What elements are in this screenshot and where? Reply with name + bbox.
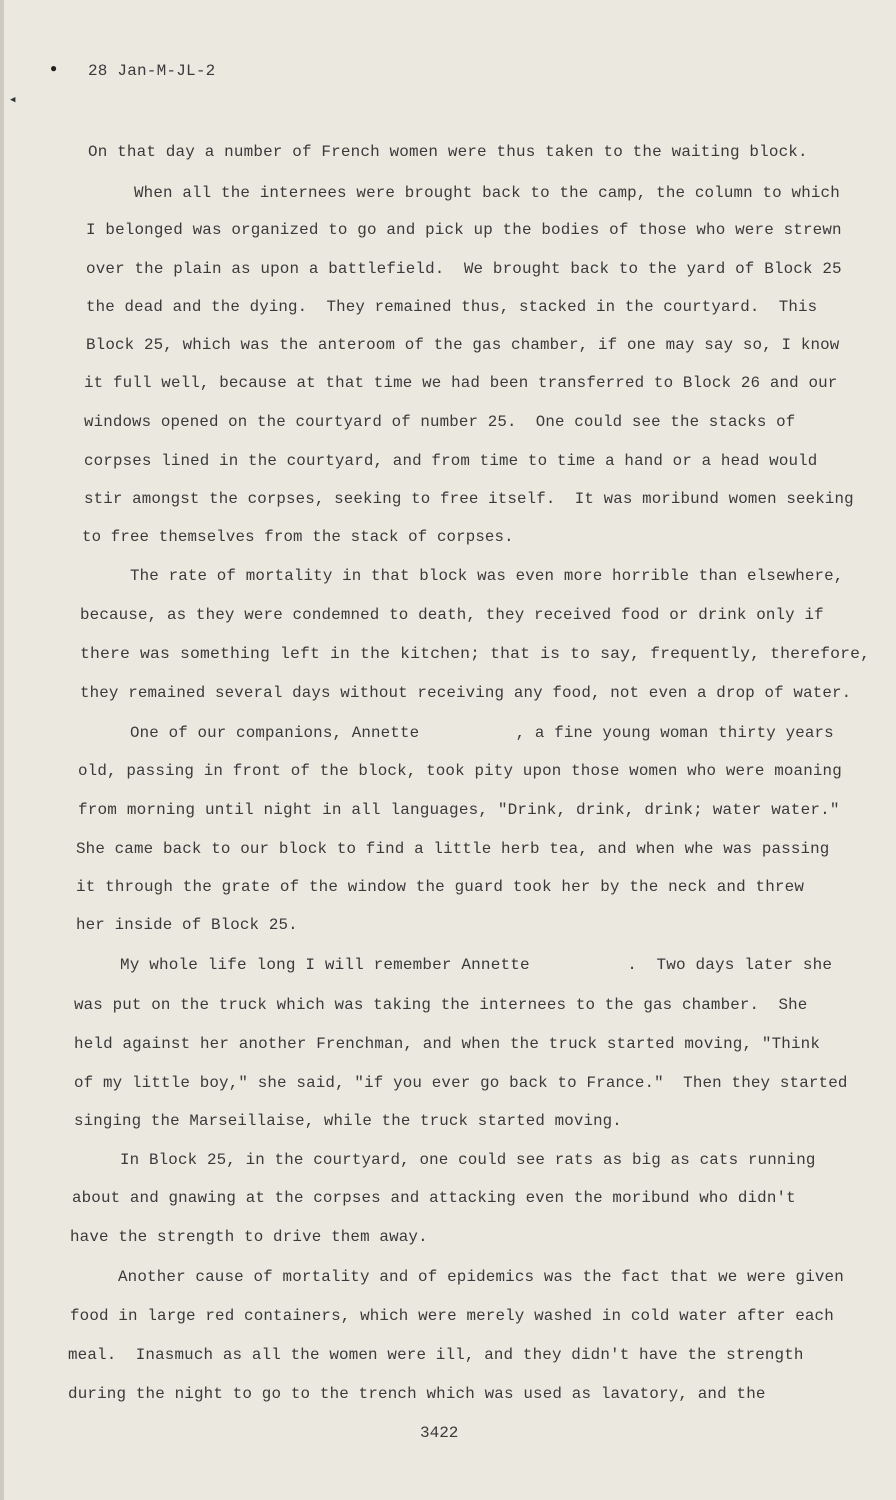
text-line: meal. Inasmuch as all the women were ill, and they didn't have the strength bbox=[68, 1346, 804, 1364]
text-line: One of our companions, Annette , a fine young woman thirty years bbox=[130, 724, 834, 742]
text-line: was put on the truck which was taking the internees to the gas chamber. She bbox=[74, 996, 808, 1014]
text-line: The rate of mortality in that block was even more horrible than elsewhere, bbox=[130, 567, 844, 585]
text-line: My whole life long I will remember Annette . Two days later she bbox=[120, 956, 833, 974]
text-line: I belonged was organized to go and pick up the bodies of those who were strewn bbox=[86, 221, 842, 239]
text-line: the dead and the dying. They remained thus, stacked in the courtyard. This bbox=[86, 298, 818, 316]
page-edge-shadow bbox=[0, 0, 4, 1500]
text-line: In Block 25, in the courtyard, one could see rats as big as cats running bbox=[120, 1151, 816, 1169]
text-line: Another cause of mortality and of epidemics was the fact that we were given bbox=[118, 1268, 844, 1286]
text-line: She came back to our block to find a little herb tea, and when whe was passing bbox=[76, 840, 830, 858]
text-line: held against her another Frenchman, and when the truck started moving, "Think bbox=[74, 1035, 821, 1053]
text-line: over the plain as upon a battlefield. We brought back to the yard of Block 25 bbox=[86, 260, 842, 278]
text-line: there was something left in the kitchen; that is to say, frequently, therefore, bbox=[80, 645, 871, 663]
text-line: singing the Marseillaise, while the truck started moving. bbox=[74, 1112, 622, 1130]
text-line: her inside of Block 25. bbox=[76, 916, 298, 934]
text-line: it full well, because at that time we had been transferred to Block 26 and our bbox=[84, 374, 838, 392]
text-line: from morning until night in all languages, "Drink, drink, drink; water water." bbox=[78, 801, 840, 819]
text-line: corpses lined in the courtyard, and from time to time a hand or a head would bbox=[84, 452, 818, 470]
text-line: it through the grate of the window the guard took her by the neck and threw bbox=[76, 878, 805, 896]
text-line: When all the internees were brought back to the camp, the column to which bbox=[134, 184, 840, 202]
text-line: On that day a number of French women were thus taken to the waiting block. bbox=[88, 143, 808, 161]
text-line: of my little boy," she said, "if you ever go back to France." Then they started bbox=[74, 1074, 848, 1092]
text-line: windows opened on the courtyard of number 25. One could see the stacks of bbox=[84, 413, 796, 431]
text-line: Block 25, which was the anteroom of the gas chamber, if one may say so, I know bbox=[86, 336, 840, 354]
text-line: have the strength to drive them away. bbox=[70, 1228, 428, 1246]
document-reference: 28 Jan-M-JL-2 bbox=[88, 62, 216, 80]
text-line: old, passing in front of the block, took pity upon those women who were moaning bbox=[78, 762, 842, 780]
text-line: because, as they were condemned to death, they received food or drink only if bbox=[80, 606, 824, 624]
text-line: during the night to go to the trench which was used as lavatory, and the bbox=[68, 1385, 766, 1403]
text-line: they remained several days without receiving any food, not even a drop of water. bbox=[80, 684, 852, 702]
text-line: about and gnawing at the corpses and attacking even the moribund who didn't bbox=[72, 1189, 796, 1207]
text-line: to free themselves from the stack of corpses. bbox=[82, 528, 514, 546]
text-line: food in large red containers, which were merely washed in cold water after each bbox=[70, 1307, 834, 1325]
bullet-mark: ● bbox=[50, 62, 58, 76]
page-number: 3422 bbox=[420, 1424, 459, 1442]
text-line: stir amongst the corpses, seeking to free itself. It was moribund women seeking bbox=[84, 490, 854, 508]
margin-mark: ◀ bbox=[10, 95, 16, 105]
